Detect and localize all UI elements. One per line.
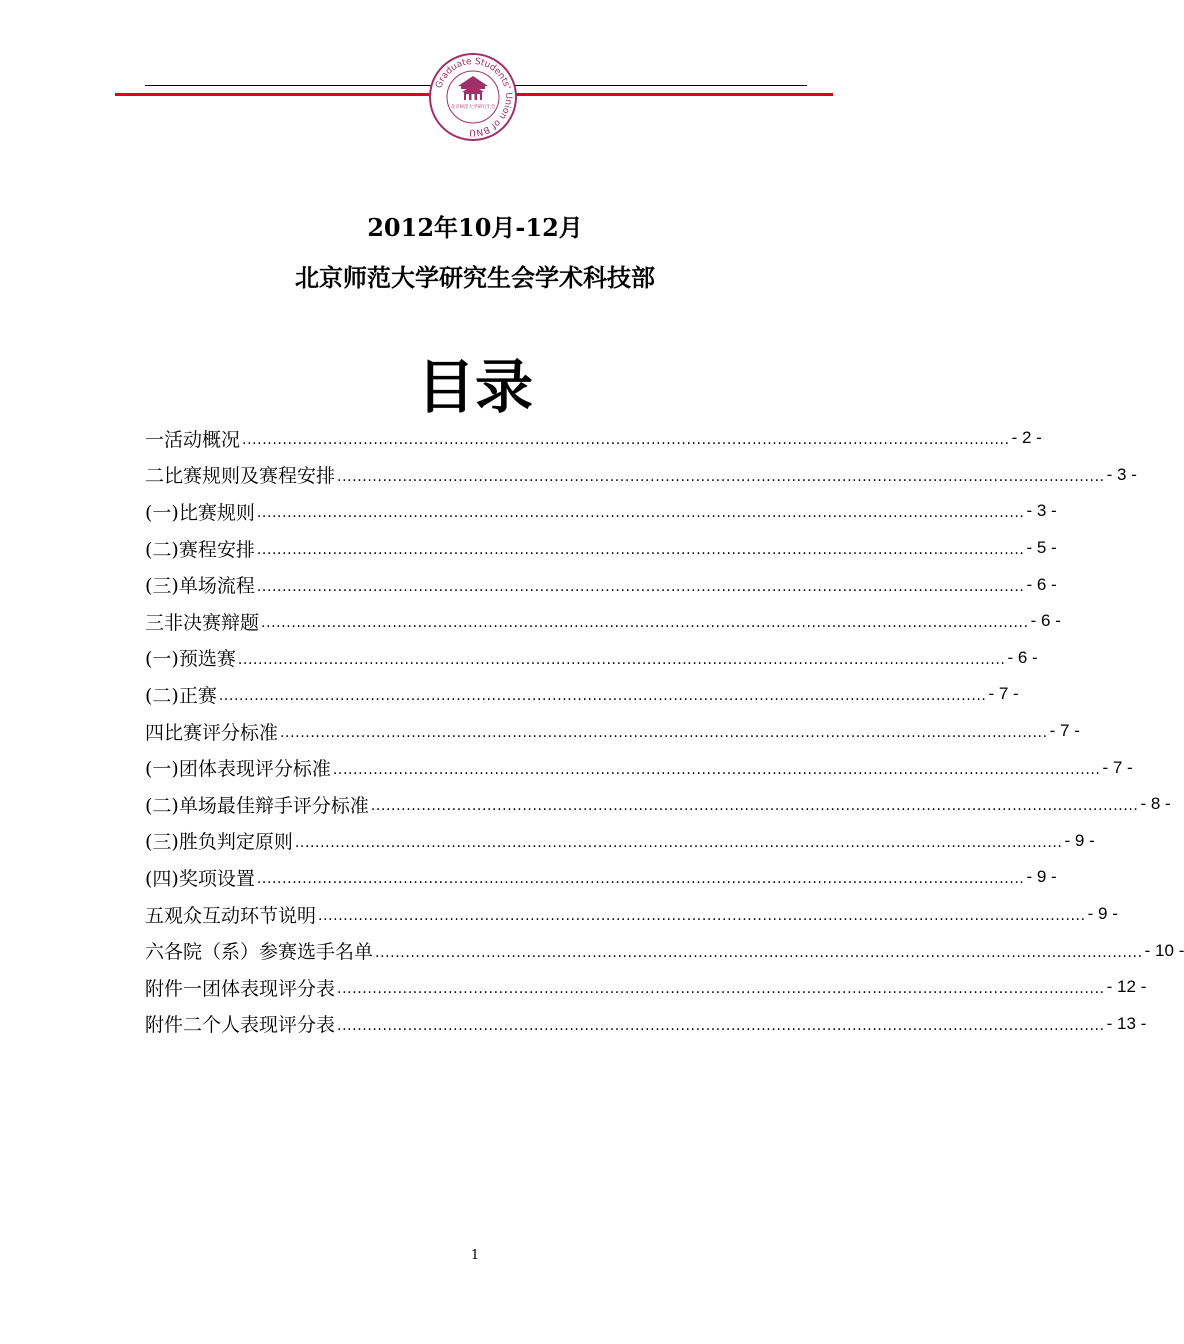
toc-entry-page: - 2 -	[1011, 428, 1042, 448]
toc-entry[interactable]	[145, 420, 1042, 457]
toc-entry-page: - 5 -	[1026, 538, 1057, 558]
toc-entry-number: 六	[145, 941, 165, 964]
toc-entry[interactable]	[145, 713, 1080, 750]
toc-entry[interactable]	[145, 823, 1095, 860]
toc-entry[interactable]	[145, 566, 1057, 603]
toc-entry[interactable]	[145, 530, 1057, 567]
table-of-contents	[145, 420, 1184, 1042]
toc-entry-page: - 6 -	[1026, 574, 1057, 594]
toc-entry-page: - 6 -	[1007, 647, 1038, 667]
toc-entry[interactable]	[145, 749, 1133, 786]
toc-leader-dots: ........................................................................................................................................................	[256, 871, 1025, 888]
toc-title: 目录	[416, 353, 533, 421]
toc-entry-label: 个人表现评分表	[202, 1014, 336, 1037]
toc-entry-page: - 7 -	[1049, 721, 1080, 741]
toc-entry-label: 胜负判定原则	[178, 831, 293, 854]
organization-line: 北京师范大学研究生会学术科技部	[295, 263, 655, 292]
toc-leader-dots: ........................................................................................................................................................	[337, 981, 1105, 998]
toc-entry-page: - 10 -	[1144, 940, 1184, 960]
toc-leader-dots: ........................................................................................................................................................	[242, 432, 1010, 449]
toc-entry[interactable]	[145, 457, 1137, 494]
page-header	[0, 0, 950, 140]
toc-leader-dots: ........................................................................................................................................................	[256, 542, 1025, 559]
toc-leader-dots: ........................................................................................................................................................	[370, 798, 1139, 815]
toc-entry-number: (一)	[145, 758, 179, 781]
toc-entry-label: 比赛评分标准	[164, 721, 279, 744]
toc-entry-label: 团体表现评分表	[202, 977, 336, 1000]
toc-leader-dots: ........................................................................................................................................................	[237, 651, 1006, 668]
toc-entry-page: - 3 -	[1026, 501, 1057, 521]
toc-entry-label: 活动概况	[164, 428, 241, 451]
toc-entry-number: (二)	[145, 684, 179, 707]
toc-entry-label: 单场最佳辩手评分标准	[178, 794, 369, 817]
student-union-seal-icon	[428, 52, 518, 142]
toc-entry-label: 非决赛辩题	[164, 611, 260, 634]
toc-entry[interactable]	[145, 932, 1184, 969]
toc-entry-number: 二	[145, 465, 165, 488]
toc-entry-page: - 12 -	[1106, 977, 1147, 997]
toc-entry-page: - 9 -	[1026, 867, 1057, 887]
toc-entry-label: 正赛	[178, 684, 217, 707]
toc-entry-label: 预选赛	[178, 648, 236, 671]
toc-entry[interactable]	[145, 676, 1019, 713]
seal-text-cn: 北京师范大学研究生会	[450, 105, 496, 110]
toc-entry[interactable]	[145, 786, 1171, 823]
toc-entry-page: - 7 -	[1102, 757, 1133, 777]
toc-entry[interactable]	[145, 859, 1057, 896]
toc-entry-number: (一)	[145, 648, 179, 671]
toc-entry[interactable]	[145, 493, 1057, 530]
toc-entry[interactable]	[145, 640, 1038, 677]
toc-entry-number: 附件二	[145, 1014, 203, 1037]
date-line: 2012年10月-12月	[367, 213, 583, 242]
seal-text-en: Graduate Students' Union of BNU	[434, 56, 514, 138]
toc-entry-number: (三)	[145, 831, 179, 854]
toc-entry-label: 赛程安排	[178, 538, 255, 561]
toc-leader-dots: ........................................................................................................................................................	[294, 834, 1063, 851]
toc-entry-number: (四)	[145, 867, 179, 890]
toc-entry-number: 四	[145, 721, 165, 744]
toc-leader-dots: ........................................................................................................................................................	[337, 468, 1105, 485]
toc-entry-number: (三)	[145, 575, 179, 598]
toc-entry-number: 一	[145, 428, 165, 451]
toc-entry-page: - 9 -	[1087, 904, 1118, 924]
toc-entry[interactable]	[145, 1006, 1147, 1043]
toc-entry-number: (一)	[145, 501, 179, 524]
toc-leader-dots: ........................................................................................................................................................	[261, 615, 1029, 632]
toc-leader-dots: ........................................................................................................................................................	[218, 688, 987, 705]
toc-entry[interactable]	[145, 603, 1061, 640]
toc-entry-page: - 6 -	[1030, 611, 1061, 631]
toc-entry-number: 五	[145, 904, 165, 927]
toc-entry-label: 比赛规则及赛程安排	[164, 465, 336, 488]
toc-entry[interactable]	[145, 969, 1147, 1006]
toc-leader-dots: ........................................................................................................................................................	[280, 725, 1048, 742]
toc-entry-number: 三	[145, 611, 165, 634]
toc-leader-dots: ........................................................................................................................................................	[318, 908, 1086, 925]
toc-leader-dots: ........................................................................................................................................................	[337, 1017, 1105, 1034]
toc-entry[interactable]	[145, 896, 1118, 933]
toc-entry-label: 比赛规则	[178, 501, 255, 524]
toc-leader-dots: ........................................................................................................................................................	[375, 944, 1143, 961]
toc-entry-label: 观众互动环节说明	[164, 904, 317, 927]
toc-entry-page: - 9 -	[1064, 830, 1095, 850]
toc-entry-number: 附件一	[145, 977, 203, 1000]
toc-entry-page: - 3 -	[1106, 464, 1137, 484]
toc-leader-dots: ........................................................................................................................................................	[256, 578, 1025, 595]
toc-leader-dots: ........................................................................................................................................................	[332, 761, 1101, 778]
page-number: 1	[470, 1248, 480, 1263]
toc-entry-page: - 13 -	[1106, 1013, 1147, 1033]
toc-entry-number: (二)	[145, 538, 179, 561]
toc-entry-page: - 8 -	[1140, 794, 1171, 814]
toc-entry-label: 各院（系）参赛选手名单	[164, 941, 374, 964]
toc-entry-label: 奖项设置	[178, 867, 255, 890]
toc-entry-number: (二)	[145, 794, 179, 817]
toc-entry-page: - 7 -	[988, 684, 1019, 704]
toc-entry-label: 团体表现评分标准	[178, 758, 331, 781]
toc-entry-label: 单场流程	[178, 575, 255, 598]
toc-leader-dots: ........................................................................................................................................................	[256, 505, 1025, 522]
